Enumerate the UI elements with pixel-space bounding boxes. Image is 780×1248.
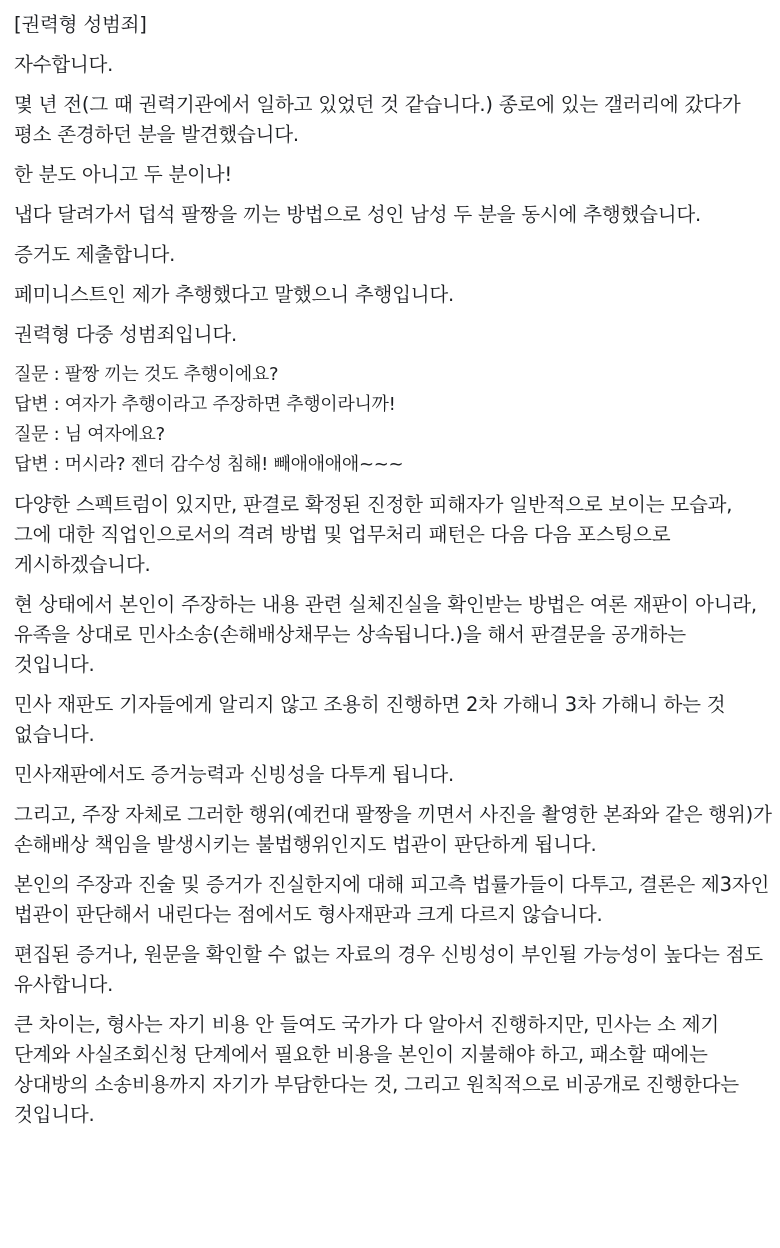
qa-question: 질문 : 님 여자에요? xyxy=(14,424,165,445)
paragraph: 자수합니다. xyxy=(14,53,114,76)
paragraph: 편집된 증거나, 원문을 확인할 수 없는 자료의 경우 신빙성이 부인될 가능성이 높다는 점도 유사합니다. xyxy=(14,943,763,996)
paragraph: 본인의 주장과 진술 및 증거가 진실한지에 대해 피고측 법률가들이 다투고, 결론은 제3자인 법관이 판단해서 내린다는 점에서도 형사재판과 크게 다르지 않습니다. xyxy=(14,873,770,926)
qa-question: 질문 : 팔짱 끼는 것도 추행이에요? xyxy=(14,364,279,385)
paragraph: 페미니스트인 제가 추행했다고 말했으니 추행입니다. xyxy=(14,283,455,306)
paragraph: 현 상태에서 본인이 주장하는 내용 관련 실체진실을 확인받는 방법은 여론 재판이 아니라, 유족을 상대로 민사소송(손해배상채무는 상속됩니다.)을 해서 판결문을 공개하는 것입니다. xyxy=(14,593,757,676)
paragraph: 큰 차이는, 형사는 자기 비용 안 들여도 국가가 다 알아서 진행하지만, 민사는 소 제기 단계와 사실조회신청 단계에서 필요한 비용을 본인이 지불해야 하고, 패소할 때에는 상대방의 소송비용까지 자기가 부담한다는 것, 그리고 원칙적으로 비공개로 진행한다는 것입니다. xyxy=(14,1013,739,1126)
paragraph: 몇 년 전(그 때 권력기관에서 일하고 있었던 것 같습니다.) 종로에 있는 갤러리에 갔다가 평소 존경하던 분을 발견했습니다. xyxy=(14,93,741,146)
paragraph: 권력형 다중 성범죄입니다. xyxy=(14,323,238,346)
paragraph: 냅다 달려가서 덥석 팔짱을 끼는 방법으로 성인 남성 두 분을 동시에 추행했습니다. xyxy=(14,203,702,226)
qa-answer: 답변 : 머시라? 젠더 감수성 침해! 빼애애애애~~~ xyxy=(14,454,404,475)
qa-answer: 답변 : 여자가 추행이라고 주장하면 추행이라니까! xyxy=(14,394,396,415)
paragraph: 그리고, 주장 자체로 그러한 행위(예컨대 팔짱을 끼면서 사진을 촬영한 본좌와 같은 행위)가 손해배상 책임을 발생시키는 불법행위인지도 법관이 판단하게 됩니다. xyxy=(14,803,772,856)
paragraph: 증거도 제출합니다. xyxy=(14,243,176,266)
paragraph: 한 분도 아니고 두 분이나! xyxy=(14,163,232,186)
paragraph: 민사 재판도 기자들에게 알리지 않고 조용히 진행하면 2차 가해니 3차 가해니 하는 것 없습니다. xyxy=(14,693,726,746)
paragraph: 민사재판에서도 증거능력과 신빙성을 다투게 됩니다. xyxy=(14,763,455,786)
post-title: [권력형 성범죄] xyxy=(14,13,147,36)
qa-block xyxy=(14,360,772,480)
paragraph: 다양한 스펙트럼이 있지만, 판결로 확정된 진정한 피해자가 일반적으로 보이는 모습과, 그에 대한 직업인으로서의 격려 방법 및 업무처리 패턴은 다음 다음 포스팅으로 게시하겠습니다. xyxy=(14,493,733,576)
